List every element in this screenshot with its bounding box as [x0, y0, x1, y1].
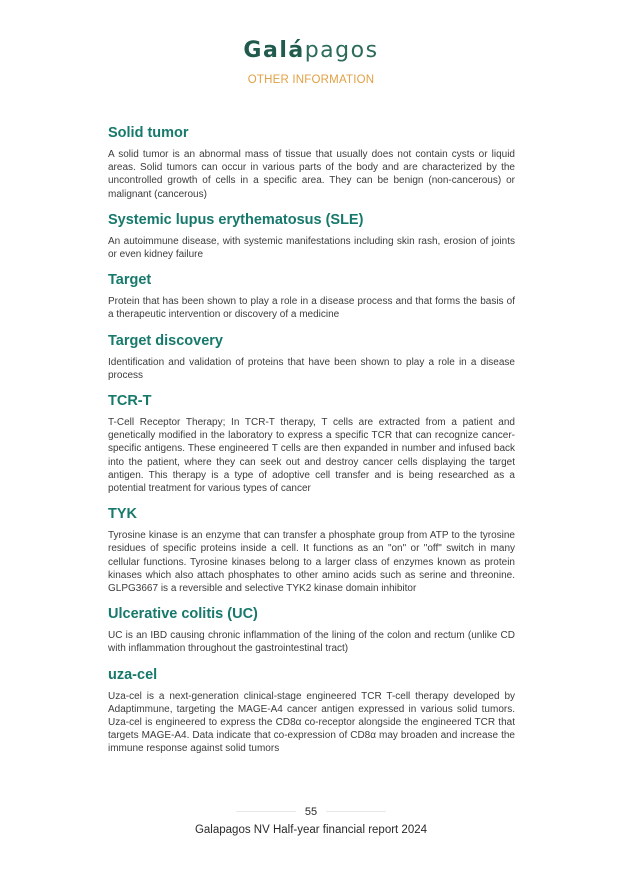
glossary-term: Target: [108, 272, 152, 289]
glossary-term: TYK: [108, 506, 137, 523]
logo-thin-part: pagos: [304, 38, 379, 63]
glossary-entry: [108, 605, 515, 655]
page-number: 55: [304, 806, 318, 818]
page-footer: [0, 805, 622, 837]
report-title: Galapagos NV Half-year financial report 2024: [194, 824, 428, 836]
glossary-content: [108, 124, 515, 766]
glossary-term: uza-cel: [108, 666, 158, 683]
glossary-definition: Identification and validation of proteins that have been shown to play a role in a disease process: [108, 356, 515, 381]
glossary-entry: [108, 211, 515, 261]
glossary-term: Ulcerative colitis (UC): [108, 606, 258, 623]
page-header: [0, 38, 622, 87]
glossary-entry: [108, 124, 515, 201]
glossary-entry: [108, 505, 515, 595]
glossary-term: Solid tumor: [108, 125, 189, 141]
glossary-definition: T-Cell Receptor Therapy; In TCR-T therapy, T cells are extracted from a patient and genetically modified in the laboratory to express a specific TCR that can recognize cancer-specific antigens. These engineered T cells are then expanded in number and infused back into the patient, where they can seek out and destroy cancer cells displaying the target antigen. This therapy is a type of adoptive cell transfer and is being researched as a potential treatment for various types of cancer: [108, 417, 515, 495]
galapagos-logo: [0, 38, 622, 64]
glossary-term: Systemic lupus erythematosus (SLE): [108, 211, 364, 228]
glossary-entry: [108, 271, 515, 321]
section-label: OTHER INFORMATION: [247, 74, 375, 86]
glossary-term: Target discovery: [108, 332, 223, 349]
glossary-entry: [108, 666, 515, 756]
glossary-definition: Uza-cel is a next-generation clinical-stage engineered TCR T-cell therapy developed by Adaptimmune, targeting the MAGE-A4 cancer antigen expressed in various solid tumors. Uza-cel is engineered to express the CD8α co-receptor alongside the engineered TCR that targets MAGE-A4. Data indicate that co-expression of CD8α may broaden and increase the immune response against solid tumors: [108, 690, 515, 755]
glossary-entry: [108, 332, 515, 382]
logo-bold-part: Galá: [243, 38, 305, 63]
glossary-entry: [108, 392, 515, 495]
glossary-definition: UC is an IBD causing chronic inflammation of the lining of the colon and rectum (unlike CD with inflammation throughout the gastrointestinal tract): [108, 630, 515, 655]
glossary-definition: A solid tumor is an abnormal mass of tissue that usually does not contain cysts or liquid areas. Solid tumors can occur in various parts of the body and are characterized by the uncontrolled growth of cells in a specific area. They can be benign (non-cancerous) or malignant (cancerous): [108, 149, 515, 200]
glossary-definition: An autoimmune disease, with systemic manifestations including skin rash, erosion of joints or even kidney failure: [108, 235, 515, 261]
glossary-definition: Tyrosine kinase is an enzyme that can transfer a phosphate group from ATP to the tyrosine residues of specific proteins inside a cell. It functions as an "on" or "off" switch in many cellular functions. Tyrosine kinases belong to a larger class of enzymes known as protein kinases which also attach phosphates to other amino acids such as serine and threonine. GLPG3667 is a reversible and selective TYK2 kinase domain inhibitor: [108, 530, 515, 595]
glossary-definition: Protein that has been shown to play a role in a disease process and that forms the basis of a therapeutic intervention or discovery of a medicine: [108, 296, 515, 321]
glossary-term: TCR-T: [108, 393, 152, 410]
